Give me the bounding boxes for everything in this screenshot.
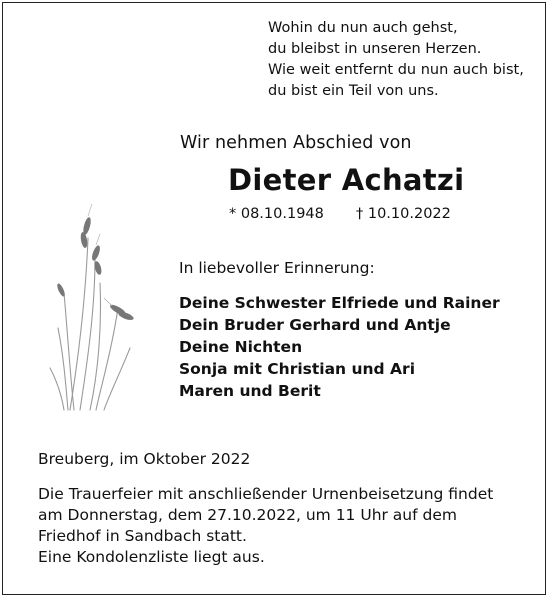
wheat-icon [40, 198, 160, 413]
mourner: Maren und Berit [179, 382, 321, 400]
mourner: Sonja mit Christian und Ari [179, 360, 416, 378]
poem-line: du bist ein Teil von uns. [268, 83, 439, 99]
mourners-list [179, 292, 500, 402]
mourner: Deine Nichten [179, 338, 303, 356]
poem-line: Wie weit entfernt du nun auch bist, [268, 62, 524, 78]
funeral-line: Friedhof in Sandbach statt. [38, 527, 247, 545]
death-date: † 10.10.2022 [356, 206, 451, 222]
birth-date: * 08.10.1948 [229, 206, 324, 222]
mourner: Deine Schwester Elfriede und Rainer [179, 294, 500, 312]
farewell-intro: Wir nehmen Abschied von [180, 133, 412, 153]
funeral-info [38, 484, 493, 568]
funeral-line: am Donnerstag, dem 27.10.2022, um 11 Uhr auf dem [38, 506, 457, 524]
place-date: Breuberg, im Oktober 2022 [38, 450, 251, 468]
mourner: Dein Bruder Gerhard und Antje [179, 316, 451, 334]
deceased-name: Dieter Achatzi [228, 163, 465, 197]
funeral-line: Eine Kondolenzliste liegt aus. [38, 548, 265, 566]
poem-line: Wohin du nun auch gehst, [268, 20, 458, 36]
poem-line: du bleibst in unseren Herzen. [268, 41, 482, 57]
funeral-line: Die Trauerfeier mit anschließender Urnenbeisetzung findet [38, 485, 494, 503]
memory-heading: In liebevoller Erinnerung: [179, 259, 375, 277]
poem [268, 18, 524, 102]
